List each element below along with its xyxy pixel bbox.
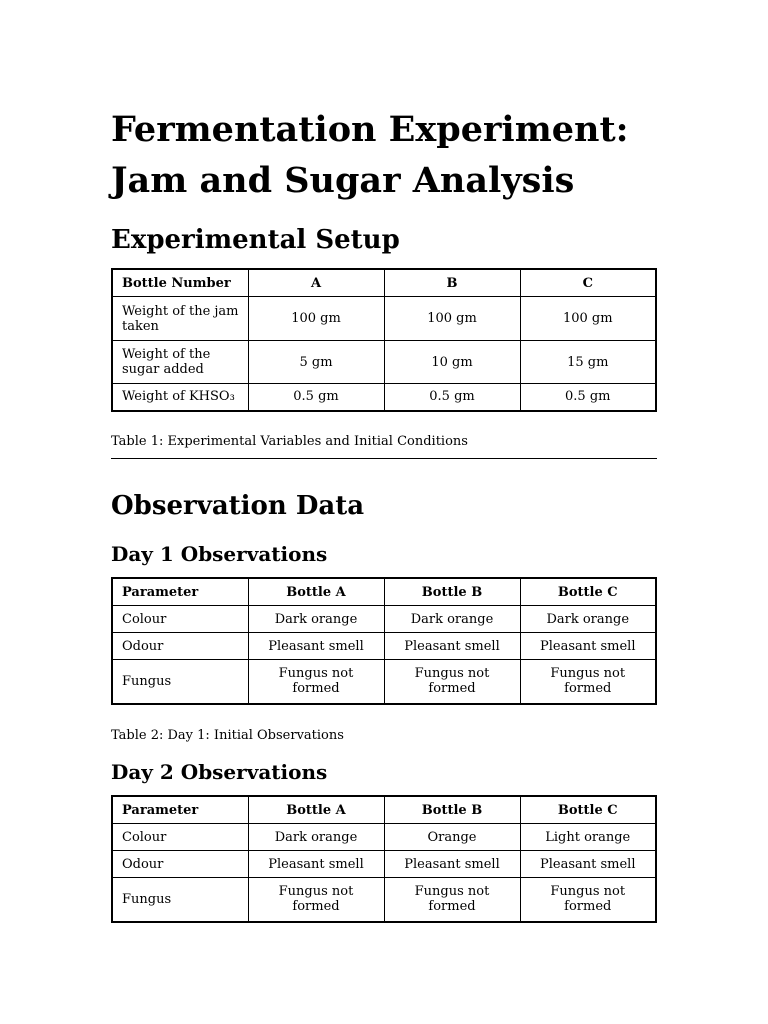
- table-cell: Pleasant smell: [384, 851, 520, 878]
- table-header-cell: A: [248, 269, 384, 297]
- table-header-cell: C: [520, 269, 656, 297]
- table-cell: 100 gm: [384, 297, 520, 341]
- table-cell: Dark orange: [248, 606, 384, 633]
- table-header-cell: Bottle B: [384, 796, 520, 824]
- table-row: [112, 297, 656, 341]
- table-row: [112, 878, 656, 922]
- section-divider: [111, 458, 657, 459]
- day1-header-row: [112, 578, 656, 606]
- table-cell: 0.5 gm: [248, 384, 384, 411]
- setup-table: [111, 268, 657, 412]
- table-caption: Table 1: Experimental Variables and Initial Conditions: [111, 434, 468, 449]
- document-title: Fermentation Experiment: Jam and Sugar Analysis: [111, 109, 629, 201]
- table-header-cell: Bottle Number: [112, 269, 248, 297]
- table-cell: 100 gm: [520, 297, 656, 341]
- table-cell: 10 gm: [384, 341, 520, 384]
- table-cell: Dark orange: [248, 824, 384, 851]
- row-label: Odour: [112, 851, 248, 878]
- row-label: Fungus: [112, 878, 248, 922]
- row-label: Colour: [112, 824, 248, 851]
- table-header-cell: B: [384, 269, 520, 297]
- table-cell: 15 gm: [520, 341, 656, 384]
- table-cell: Fungus not formed: [384, 660, 520, 704]
- table-cell: 0.5 gm: [384, 384, 520, 411]
- table-header-cell: Bottle B: [384, 578, 520, 606]
- day2-table: [111, 795, 657, 923]
- table-cell: Light orange: [520, 824, 656, 851]
- table-cell: Pleasant smell: [248, 851, 384, 878]
- table-row: [112, 851, 656, 878]
- table-row: [112, 341, 656, 384]
- table-row: [112, 384, 656, 411]
- observations-heading: Observation Data: [111, 491, 365, 521]
- row-label: Fungus: [112, 660, 248, 704]
- day1-table: [111, 577, 657, 705]
- table-cell: Dark orange: [384, 606, 520, 633]
- row-label: Weight of the sugar added: [112, 341, 248, 384]
- day2-header-row: [112, 796, 656, 824]
- day2-heading: Day 2 Observations: [111, 760, 328, 784]
- table-cell: Fungus not formed: [384, 878, 520, 922]
- table-cell: Pleasant smell: [520, 851, 656, 878]
- table-cell: Pleasant smell: [384, 633, 520, 660]
- table-cell: Dark orange: [520, 606, 656, 633]
- table-row: [112, 824, 656, 851]
- row-label: Weight of KHSO₃: [112, 384, 248, 411]
- table-cell: Fungus not formed: [520, 660, 656, 704]
- table-header-cell: Parameter: [112, 796, 248, 824]
- table-row: [112, 633, 656, 660]
- row-label: Colour: [112, 606, 248, 633]
- table-cell: Orange: [384, 824, 520, 851]
- table-row: [112, 660, 656, 704]
- table-header-cell: Bottle A: [248, 796, 384, 824]
- day1-heading: Day 1 Observations: [111, 542, 328, 566]
- setup-heading: Experimental Setup: [111, 225, 400, 255]
- table-caption: Table 2: Day 1: Initial Observations: [111, 728, 344, 743]
- table-header-cell: Bottle C: [520, 796, 656, 824]
- table-cell: Pleasant smell: [248, 633, 384, 660]
- table-cell: Fungus not formed: [248, 660, 384, 704]
- table-cell: 100 gm: [248, 297, 384, 341]
- table-header-cell: Parameter: [112, 578, 248, 606]
- table-cell: Fungus not formed: [248, 878, 384, 922]
- table-cell: Pleasant smell: [520, 633, 656, 660]
- row-label: Weight of the jam taken: [112, 297, 248, 341]
- table-cell: 5 gm: [248, 341, 384, 384]
- table-cell: 0.5 gm: [520, 384, 656, 411]
- table-row: [112, 606, 656, 633]
- table-cell: Fungus not formed: [520, 878, 656, 922]
- table-header-cell: Bottle A: [248, 578, 384, 606]
- setup-header-row: [112, 269, 656, 297]
- table-header-cell: Bottle C: [520, 578, 656, 606]
- row-label: Odour: [112, 633, 248, 660]
